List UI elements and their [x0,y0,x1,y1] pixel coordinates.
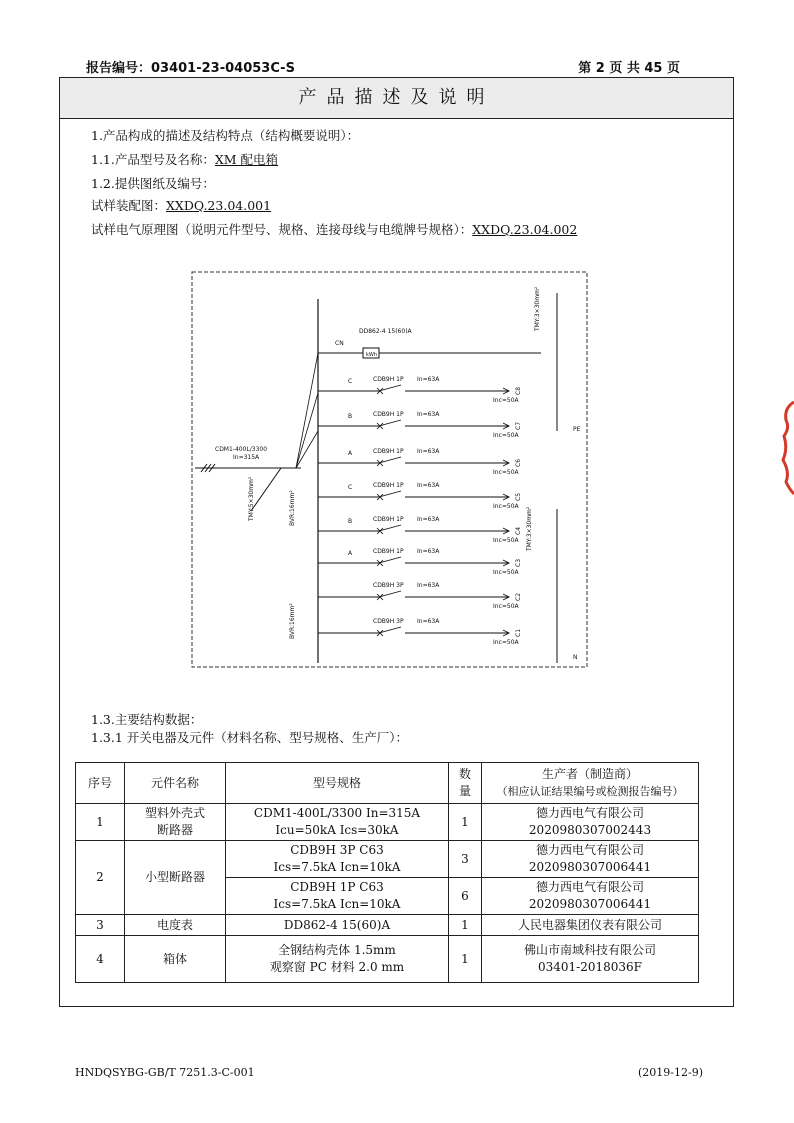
branch-switch [379,491,401,497]
n-bus-label: TMY:3×30mm² [526,506,533,551]
branch-switch [379,420,401,426]
branch-output-label: C7 [515,421,522,430]
table-header-row [76,763,699,804]
branch-model: CDB9H 1P [373,448,404,455]
table-row: 2 小型断路器 CDB9H 3P C63 Ics=7.5kA Icn=10kA 3 德力西电气有限公司 2020980307006441 [76,841,699,878]
branch-phase: A [348,450,353,457]
branch-inc: Inc=50A [493,569,519,576]
table-row: CDB9H 1P C63 Ics=7.5kA Icn=10kA 6 德力西电气有限公司 2020980307006441 [76,878,699,915]
branch-inc: Inc=50A [493,432,519,439]
meter-box-text: kWh [366,352,378,358]
branch-inc: Inc=50A [493,537,519,544]
report-frame [59,77,734,1007]
branch-phase: C [348,378,353,385]
branch-switch [379,457,401,463]
branch-phase: A [348,550,353,557]
branch-inc: Inc=50A [493,469,519,476]
table-row: 3 电度表 DD862-4 15(60)A 1 人民电器集团仪表有限公司 [76,915,699,936]
page-info: 第 2 页 共 45 页 [578,61,680,76]
main-breaker-in: In=315A [233,454,260,461]
components-table [75,762,699,983]
branch-output-label: C3 [515,558,522,567]
branch-in: In=63A [417,548,440,555]
text-electrical-drawing [91,220,577,238]
electrical-label: 试样电气原理图（说明元件型号、规格、连接母线与电缆牌号规格）： [91,222,473,237]
model-value: XM 配电箱 [214,152,279,167]
report-number: 报告编号：03401-23-04053C-S [86,61,295,76]
model-label: 1.1.产品型号及名称： [91,152,215,167]
footer-form-code: HNDQSYBG-GB/T 7251.3-C-001 [75,1066,255,1079]
seal-stamp-fragment [780,398,794,498]
branch-output-label: C8 [515,386,522,395]
electrical-value: XXDQ.23.04.002 [472,222,578,237]
branch-model: CDB9H 1P [373,376,404,383]
text-structure-desc: 1.产品构成的描述及结构特点（结构概要说明）： [91,128,360,143]
text-structure-data: 1.3.主要结构数据： [91,712,203,727]
table-row: 1 塑料外壳式 断路器 CDM1-400L/3300 In=315A Icu=50kA Ics=30kA 1 德力西电气有限公司 2020980307002443 [76,804,699,841]
th-qty: 数 量 [449,763,482,804]
branch-model: CDB9H 1P [373,516,404,523]
branch-phase: B [348,518,353,525]
branch-model: CDB9H 3P [373,582,404,589]
meter-label: DD862-4 15(60)A [359,328,412,335]
text-model-name [91,150,278,168]
assembly-label: 试样装配图： [91,198,167,213]
branch-switch [379,557,401,563]
branch-in: In=63A [417,482,440,489]
branch-switch [379,591,401,597]
branch-inc: Inc=50A [493,503,519,510]
circuit-group [318,376,522,646]
branch-in: In=63A [417,411,440,418]
branch-output-label: C4 [515,526,522,535]
pe-bus-label: TMY:3×30mm² [534,286,541,331]
branch-switch [379,385,401,391]
bus-label-left: TMY:5×30mm² [248,476,255,521]
bus-label-low: BVR:16mm² [289,603,296,639]
table-row: 4 箱体 全钢结构壳体 1.5mm 观察窗 PC 材料 2.0 mm 1 佛山市南域科技有限公司 03401-2018036F [76,936,699,983]
branch-output-label: C5 [515,492,522,501]
branch-model: CDB9H 1P [373,482,404,489]
branch-model: CDB9H 1P [373,548,404,555]
branch-in: In=63A [417,376,440,383]
branch-in: In=63A [417,582,440,589]
th-name: 元件名称 [125,763,226,804]
branch-in: In=63A [417,448,440,455]
text-components: 1.3.1 开关电器及元件（材料名称、型号规格、生产厂）： [91,730,409,745]
th-maker: 生产者（制造商） （相应认证结果编号或检测报告编号） [482,763,699,804]
main-breaker-label: CDM1-400L/3300 [215,446,268,453]
pe-label: PE [573,426,581,433]
assembly-value: XXDQ.23.04.001 [166,198,272,213]
branch-phase: B [348,413,353,420]
th-no: 序号 [76,763,125,804]
branch-model: CDB9H 3P [373,618,404,625]
branch-model: CDB9H 1P [373,411,404,418]
cn-label: CN [335,340,344,347]
branch-in: In=63A [417,516,440,523]
bus-label-mid: BVR:16mm² [289,490,296,526]
branch-inc: Inc=50A [493,603,519,610]
th-spec: 型号规格 [226,763,449,804]
n-label: N [573,654,578,661]
branch-output-label: C2 [515,592,522,601]
branch-output-label: C1 [515,628,522,637]
branch-in: In=63A [417,618,440,625]
section-title: 产品描述及说明 [60,78,733,119]
text-assembly-drawing [91,196,271,214]
electrical-schematic [191,271,588,668]
branch-switch [379,525,401,531]
branch-output-label: C6 [515,458,522,467]
footer-date: (2019-12-9) [637,1066,703,1079]
branch-inc: Inc=50A [493,639,519,646]
branch-inc: Inc=50A [493,397,519,404]
text-drawings: 1.2.提供图纸及编号： [91,176,215,191]
branch-phase: C [348,484,353,491]
branch-switch [379,627,401,633]
incoming-branch [251,468,281,511]
